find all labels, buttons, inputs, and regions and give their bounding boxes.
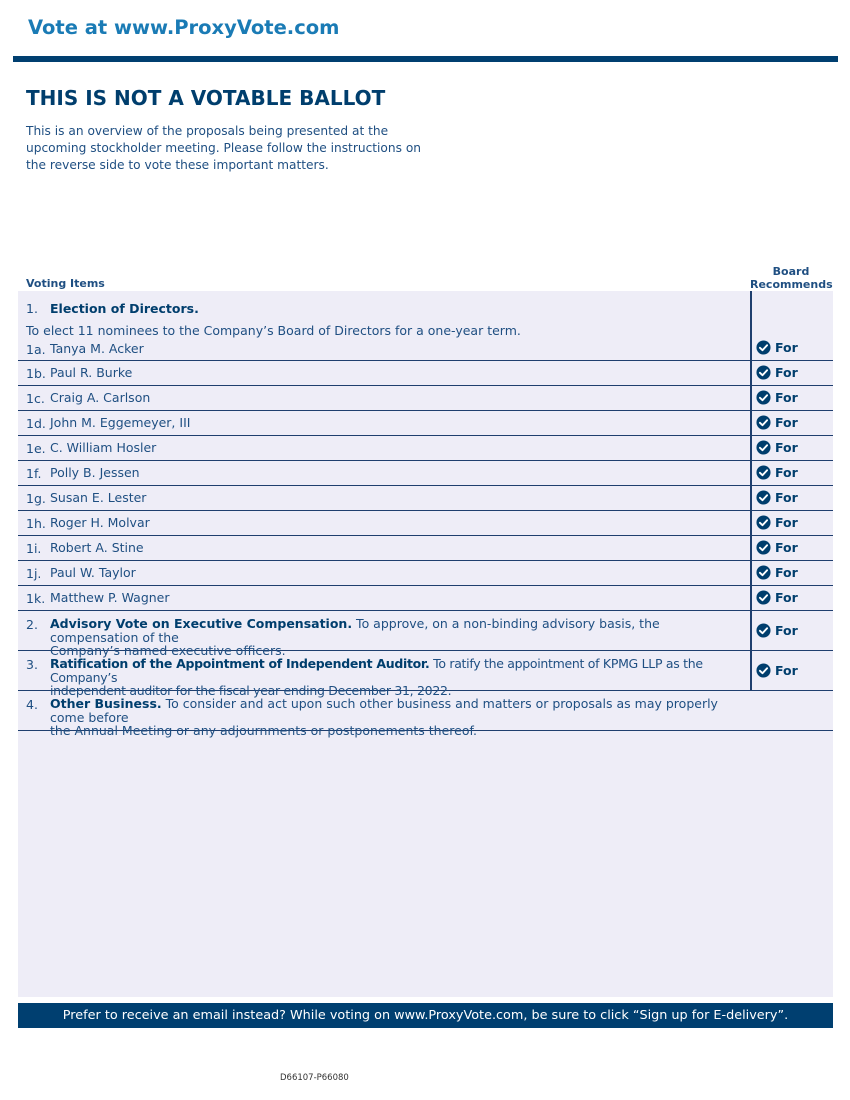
nominee-code: 1b.: [26, 366, 46, 381]
board-recommends-line1: Board: [772, 265, 810, 278]
nominee-code: 1e.: [26, 441, 46, 456]
voting-items-header: Voting Items: [26, 277, 105, 290]
check-circle-icon: [756, 590, 771, 605]
board-recommendation: [756, 515, 798, 530]
recommendation-label: For: [775, 415, 798, 430]
nominee-name: Polly B. Jessen: [50, 465, 140, 480]
proposal-number: 1.: [26, 301, 38, 316]
check-circle-icon: [756, 365, 771, 380]
board-recommendation: [756, 365, 798, 380]
proposal-title: Advisory Vote on Executive Compensation.: [50, 616, 353, 631]
check-circle-icon: [756, 415, 771, 430]
proposal-number: 3.: [26, 657, 38, 672]
board-recommends-header: [750, 265, 832, 291]
proposal-title: Election of Directors.: [50, 301, 199, 316]
nominee-row: [18, 361, 833, 386]
nominee-row: [18, 536, 833, 561]
recommendation-label: For: [775, 540, 798, 555]
board-recommendation: [756, 565, 798, 580]
nominee-name: Susan E. Lester: [50, 490, 147, 505]
recommendation-label: For: [775, 465, 798, 480]
check-circle-icon: [756, 515, 771, 530]
nominee-row: [18, 511, 833, 536]
page-title: THIS IS NOT A VOTABLE BALLOT: [26, 86, 386, 110]
proposal-3-row: [18, 651, 833, 698]
nominee-code: 1a.: [26, 342, 46, 357]
recommendation-label: For: [775, 440, 798, 455]
proposal-description: To approve, on a non-binding advisory basis, the compensation of the: [50, 616, 660, 645]
document-code: D66107-P66080: [280, 1073, 349, 1083]
proposal-text-line2: independent auditor for the fiscal year ending December 31, 2022.: [50, 683, 452, 698]
nominee-row: [18, 461, 833, 486]
board-recommendation: [756, 540, 798, 555]
nominee-name: C. William Hosler: [50, 440, 157, 455]
proposal-title: Ratification of the Appointment of Independent Auditor.: [50, 656, 430, 671]
intro-line: the reverse side to vote these important matters.: [26, 158, 329, 172]
check-circle-icon: [756, 565, 771, 580]
recommendation-label: For: [775, 515, 798, 530]
check-circle-icon: [756, 390, 771, 405]
nominee-name: Tanya M. Acker: [50, 341, 144, 356]
check-circle-icon: [756, 663, 771, 678]
nominee-code: 1h.: [26, 516, 46, 531]
nominee-code: 1k.: [26, 591, 46, 606]
check-circle-icon: [756, 440, 771, 455]
recommendation-label: For: [775, 340, 798, 355]
intro-line: This is an overview of the proposals being presented at the: [26, 124, 389, 138]
check-circle-icon: [756, 540, 771, 555]
proposal-text-line2: the Annual Meeting or any adjournments or postponements thereof.: [50, 723, 477, 738]
recommendation-label: For: [775, 663, 798, 678]
proposal-description: To ratify the appointment of KPMG LLP as the Company’s: [50, 656, 703, 685]
proposal-1-row: [18, 291, 833, 361]
board-recommendation: [756, 465, 798, 480]
nominee-row: [18, 586, 833, 611]
proposal-4-row: [18, 691, 833, 738]
e-delivery-banner: Prefer to receive an email instead? While voting on www.ProxyVote.com, be sure to click “Sign up for E-delivery”.: [18, 1003, 833, 1028]
proposal-description: To elect 11 nominees to the Company’s Board of Directors for a one-year term.: [26, 323, 521, 338]
nominee-name: John M. Eggemeyer, III: [50, 415, 191, 430]
proposal-2-row: [18, 611, 833, 658]
nominee-name: Robert A. Stine: [50, 540, 144, 555]
check-circle-icon: [756, 623, 771, 638]
nominee-code: 1d.: [26, 416, 46, 431]
recommendation-label: For: [775, 490, 798, 505]
nominee-name: Matthew P. Wagner: [50, 590, 170, 605]
proposal-title: Other Business.: [50, 696, 162, 711]
nominee-row: [18, 386, 833, 411]
board-recommendation: [756, 590, 798, 605]
header-rule: [13, 56, 838, 62]
recommendation-label: For: [775, 590, 798, 605]
nominee-row: [18, 411, 833, 436]
vote-website-link[interactable]: Vote at www.ProxyVote.com: [28, 16, 340, 39]
intro-text: [26, 123, 426, 174]
nominee-code: 1f.: [26, 466, 42, 481]
recommendation-label: For: [775, 623, 798, 638]
nominee-name: Paul R. Burke: [50, 365, 133, 380]
board-recommendation: [756, 390, 798, 405]
proposal-text-line1: [50, 617, 750, 644]
board-recommendation: [756, 663, 798, 678]
proposal-text-line2: Company’s named executive officers.: [50, 643, 286, 658]
board-recommendation: [756, 440, 798, 455]
nominee-code: 1i.: [26, 541, 42, 556]
nominee-code: 1j.: [26, 566, 42, 581]
nominee-row: [18, 486, 833, 511]
nominee-name: Roger H. Molvar: [50, 515, 150, 530]
board-recommendation: [756, 340, 798, 355]
proposal-text: [50, 697, 750, 738]
recommendation-label: For: [775, 390, 798, 405]
proposal-description: To consider and act upon such other business and matters or proposals as may properly come before: [50, 696, 718, 725]
nominee-code: 1c.: [26, 391, 45, 406]
proposal-text-line1: [50, 657, 750, 684]
proposal-number: 2.: [26, 617, 38, 632]
recommendation-column-divider: [750, 291, 752, 691]
nominee-name: Craig A. Carlson: [50, 390, 151, 405]
board-recommendation: [756, 490, 798, 505]
recommendation-label: For: [775, 565, 798, 580]
proposal-number: 4.: [26, 697, 38, 712]
check-circle-icon: [756, 465, 771, 480]
board-recommendation: [756, 623, 798, 638]
check-circle-icon: [756, 490, 771, 505]
check-circle-icon: [756, 340, 771, 355]
nominee-code: 1g.: [26, 491, 46, 506]
board-recommendation: [756, 415, 798, 430]
nominee-name: Paul W. Taylor: [50, 565, 136, 580]
proposal-text-line1: [50, 697, 750, 724]
intro-line: upcoming stockholder meeting. Please follow the instructions on: [26, 141, 422, 155]
nominee-row: [18, 561, 833, 586]
nominee-row: [18, 436, 833, 461]
recommendation-label: For: [775, 365, 798, 380]
board-recommends-line2: Recommends: [750, 278, 833, 291]
